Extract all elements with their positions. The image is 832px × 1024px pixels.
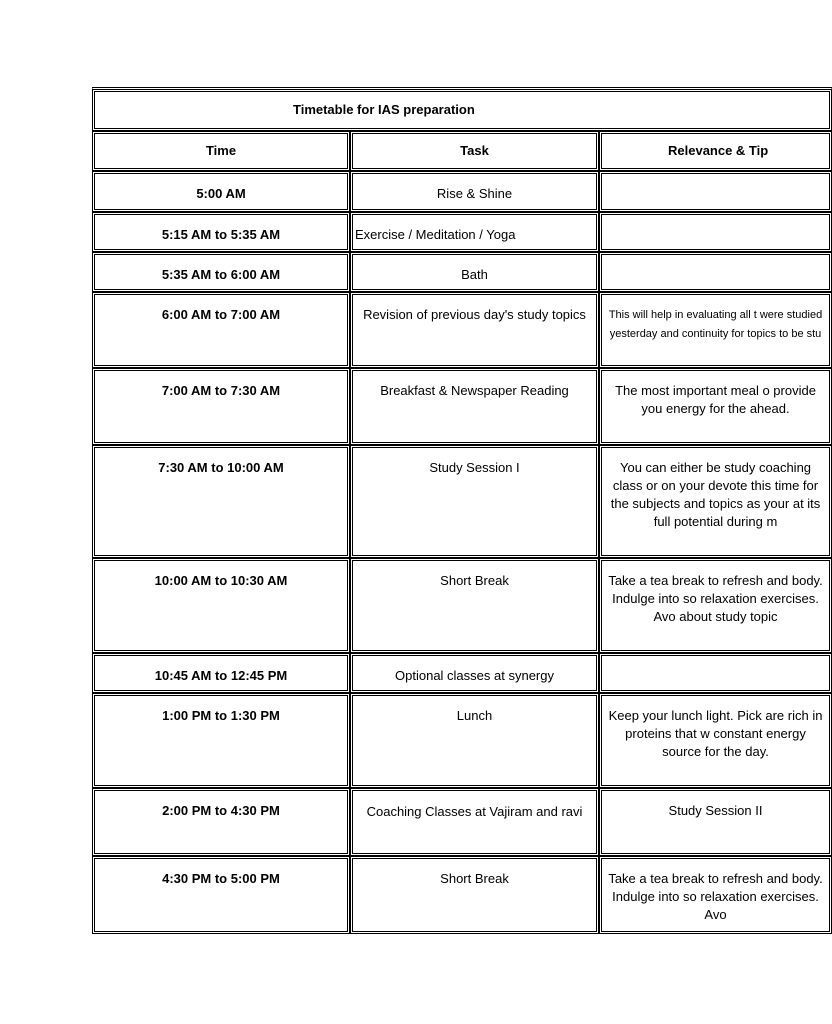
table-row	[92, 445, 832, 558]
time-cell: 2:00 PM to 4:30 PM	[92, 788, 350, 856]
table-row	[92, 788, 832, 856]
time-cell: 5:35 AM to 6:00 AM	[92, 252, 350, 292]
time-cell: 7:00 AM to 7:30 AM	[92, 368, 350, 445]
table-row	[92, 368, 832, 445]
header-row	[92, 131, 832, 171]
task-cell: Bath	[350, 252, 599, 292]
tip-cell: This will help in evaluating all t were studied yesterday and continuity for topics to be stu	[599, 292, 832, 368]
table-row	[92, 856, 832, 934]
tip-cell: Study Session II	[599, 788, 832, 856]
tip-cell	[599, 212, 832, 252]
tip-cell: The most important meal o provide you energy for the ahead.	[599, 368, 832, 445]
task-cell: Short Break	[350, 558, 599, 653]
tip-cell: Keep your lunch light. Pick are rich in proteins that w constant energy source for the day.	[599, 693, 832, 788]
task-cell: Lunch	[350, 693, 599, 788]
time-cell: 10:45 AM to 12:45 PM	[92, 653, 350, 693]
tip-cell	[599, 171, 832, 212]
table-row	[92, 292, 832, 368]
tip-cell	[599, 252, 832, 292]
task-cell: Rise & Shine	[350, 171, 599, 212]
table-row	[92, 212, 832, 252]
tip-cell: Take a tea break to refresh and body. Indulge into so relaxation exercises. Avo	[599, 856, 832, 934]
time-cell: 5:00 AM	[92, 171, 350, 212]
tip-cell: Take a tea break to refresh and body. Indulge into so relaxation exercises. Avo about study topic	[599, 558, 832, 653]
tip-cell	[599, 653, 832, 693]
time-cell: 10:00 AM to 10:30 AM	[92, 558, 350, 653]
header-time: Time	[92, 131, 350, 171]
header-task: Task	[350, 131, 599, 171]
table-row	[92, 558, 832, 653]
title-row	[92, 87, 832, 131]
table-row	[92, 653, 832, 693]
table-row	[92, 693, 832, 788]
timetable	[92, 87, 832, 934]
task-cell: Short Break	[350, 856, 599, 934]
page-title: Timetable for IAS preparation	[92, 87, 832, 131]
task-cell: Breakfast & Newspaper Reading	[350, 368, 599, 445]
header-tips: Relevance & Tip	[599, 131, 832, 171]
task-cell: Optional classes at synergy	[350, 653, 599, 693]
task-cell: Revision of previous day's study topics	[350, 292, 599, 368]
tip-cell: You can either be study coaching class or on your devote this time for the subjects and topics as your at its full potential during m	[599, 445, 832, 558]
task-cell: Study Session I	[350, 445, 599, 558]
timetable-sheet	[92, 87, 823, 934]
time-cell: 5:15 AM to 5:35 AM	[92, 212, 350, 252]
time-cell: 1:00 PM to 1:30 PM	[92, 693, 350, 788]
time-cell: 4:30 PM to 5:00 PM	[92, 856, 350, 934]
time-cell: 7:30 AM to 10:00 AM	[92, 445, 350, 558]
task-cell: Coaching Classes at Vajiram and ravi	[350, 788, 599, 856]
time-cell: 6:00 AM to 7:00 AM	[92, 292, 350, 368]
task-cell: Exercise / Meditation / Yoga	[350, 212, 599, 252]
table-row	[92, 171, 832, 212]
table-row	[92, 252, 832, 292]
